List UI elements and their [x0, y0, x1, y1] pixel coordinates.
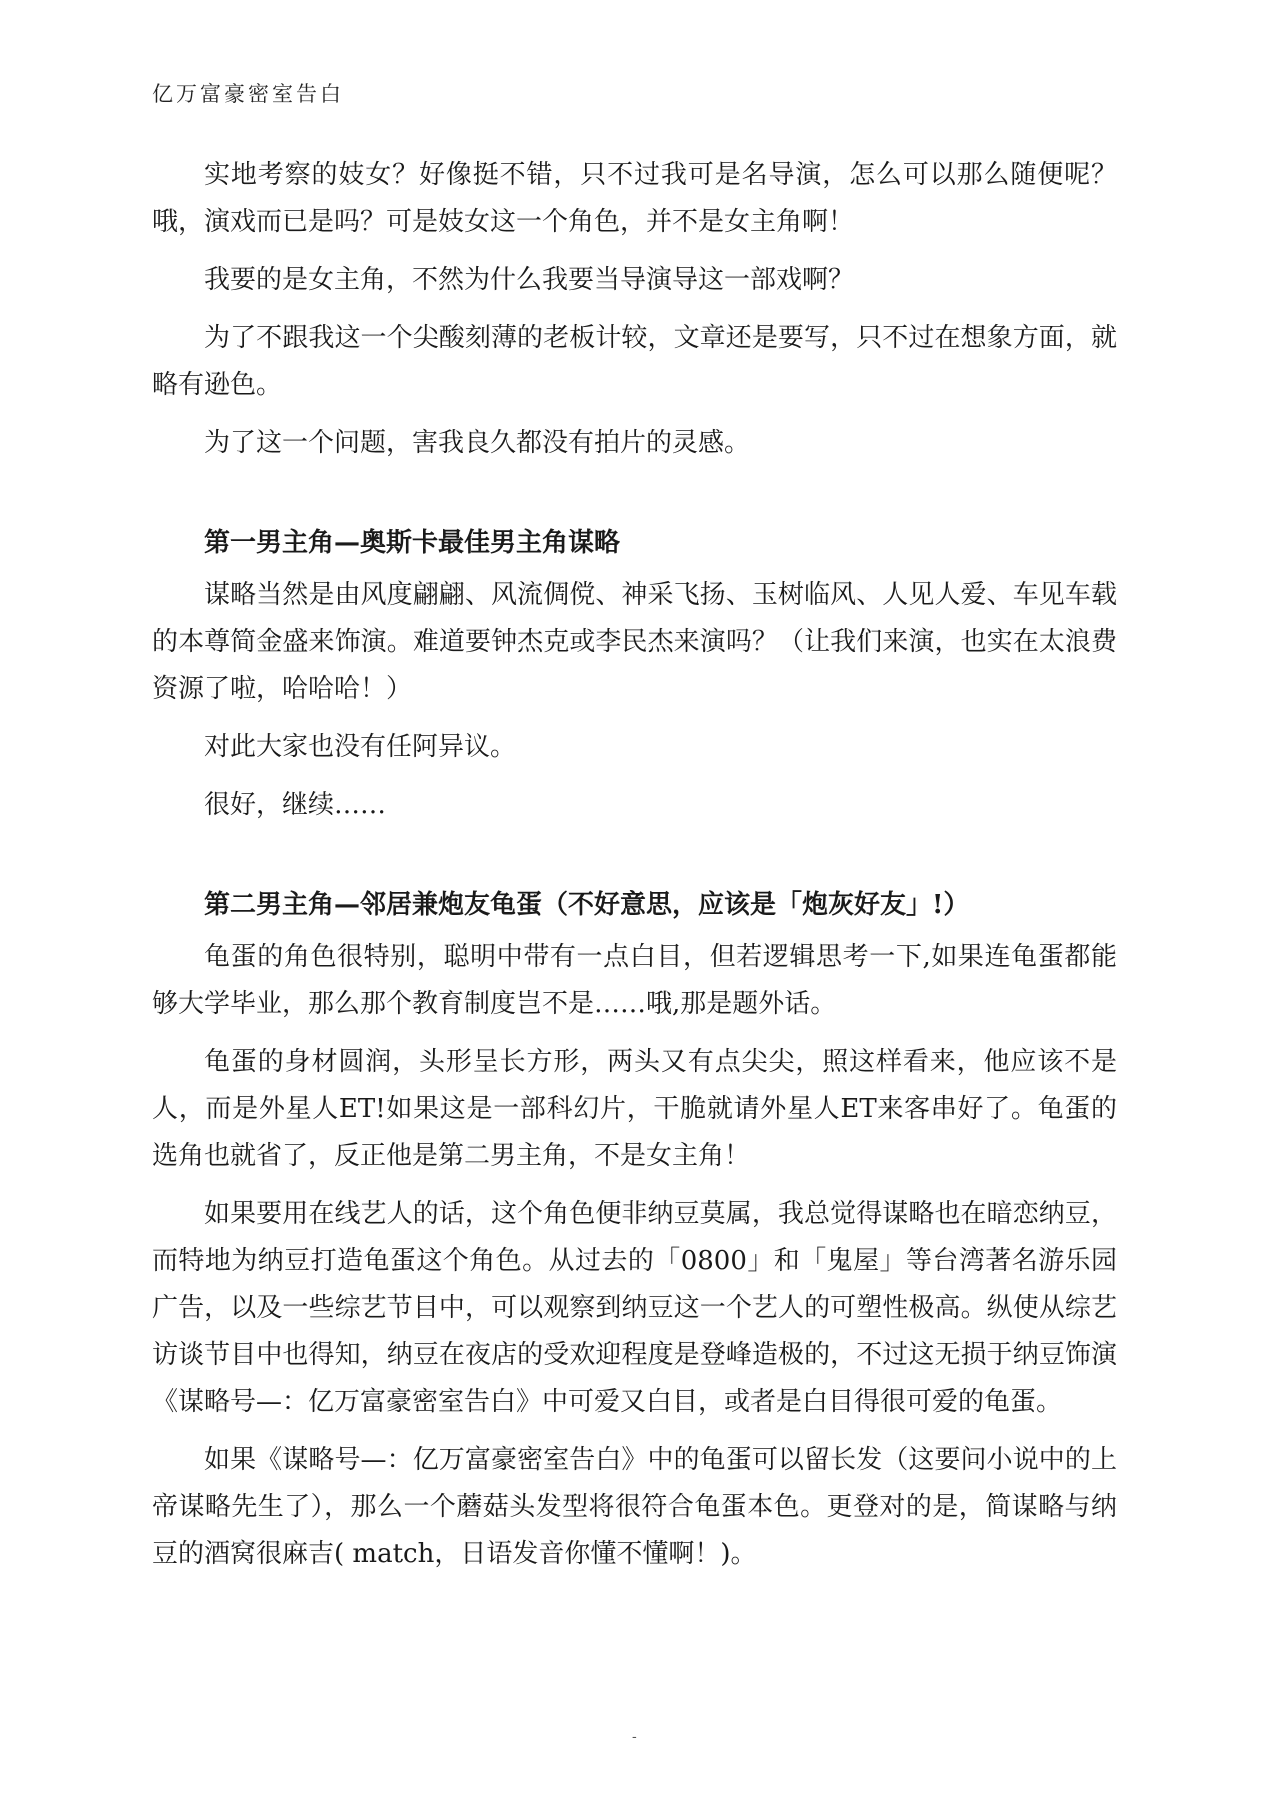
body-paragraph: 如果要用在线艺人的话，这个角色便非纳豆莫属，我总觉得谋略也在暗恋纳豆，而特地为纳豆打造龟蛋这个角色。从过去的「0800」和「鬼屋」等台湾著名游乐园广告，以及一些综艺节目中，可以观察到纳豆这一个艺人的可塑性极高。纵使从综艺访谈节目中也得知，纳豆在夜店的受欢迎程度是登峰造极的，不过这无损于纳豆饰演《谋略号—：亿万富豪密室告白》中可爱又白目，或者是白目得很可爱的龟蛋。 — [152, 1199, 1117, 1417]
body-paragraph: 如果《谋略号—：亿万富豪密室告白》中的龟蛋可以留长发（这要问小说中的上帝谋略先生了），那么一个蘑菇头发型将很符合龟蛋本色。更登对的是，简谋略与纳豆的酒窝很麻吉( match，日语发音你懂不懂啊！)。 — [152, 1445, 1117, 1569]
section-heading: 第二男主角—邻居兼炮友龟蛋（不好意思，应该是「炮灰好友」!） — [204, 890, 970, 920]
body-paragraph: 谋略当然是由风度翩翩、风流倜傥、神采飞扬、玉树临风、人见人爱、车见车载的本尊简金盛来饰演。难道要钟杰克或李民杰来演吗？（让我们来演，也实在太浪费资源了啦，哈哈哈！） — [152, 580, 1117, 704]
body-paragraph: 为了不跟我这一个尖酸刻薄的老板计较，文章还是要写，只不过在想象方面，就略有逊色。 — [152, 323, 1117, 400]
body-paragraph: 为了这一个问题，害我良久都没有拍片的灵感。 — [204, 428, 751, 458]
body-paragraph: 很好，继续…… — [204, 790, 387, 820]
section-heading: 第一男主角—奥斯卡最佳男主角谋略 — [204, 528, 621, 558]
body-paragraph: 实地考察的妓女？好像挺不错，只不过我可是名导演，怎么可以那么随便呢？哦，演戏而已是吗？可是妓女这一个角色，并不是女主角啊！ — [152, 160, 1117, 237]
page-content — [152, 152, 1117, 1589]
running-header: 亿万富豪密室告白 — [152, 82, 344, 106]
page-mark: - — [632, 1729, 637, 1745]
body-paragraph: 我要的是女主角，不然为什么我要当导演导这一部戏啊？ — [204, 265, 855, 295]
body-paragraph: 龟蛋的角色很特别，聪明中带有一点白目，但若逻辑思考一下,如果连龟蛋都能够大学毕业，那么那个教育制度岂不是……哦,那是题外话。 — [152, 942, 1117, 1019]
body-paragraph: 对此大家也没有任阿异议。 — [204, 732, 517, 762]
body-paragraph: 龟蛋的身材圆润，头形呈长方形，两头又有点尖尖，照这样看来，他应该不是人，而是外星人ET!如果这是一部科幻片，干脆就请外星人ET来客串好了。龟蛋的选角也就省了，反正他是第二男主角，不是女主角！ — [152, 1047, 1117, 1171]
